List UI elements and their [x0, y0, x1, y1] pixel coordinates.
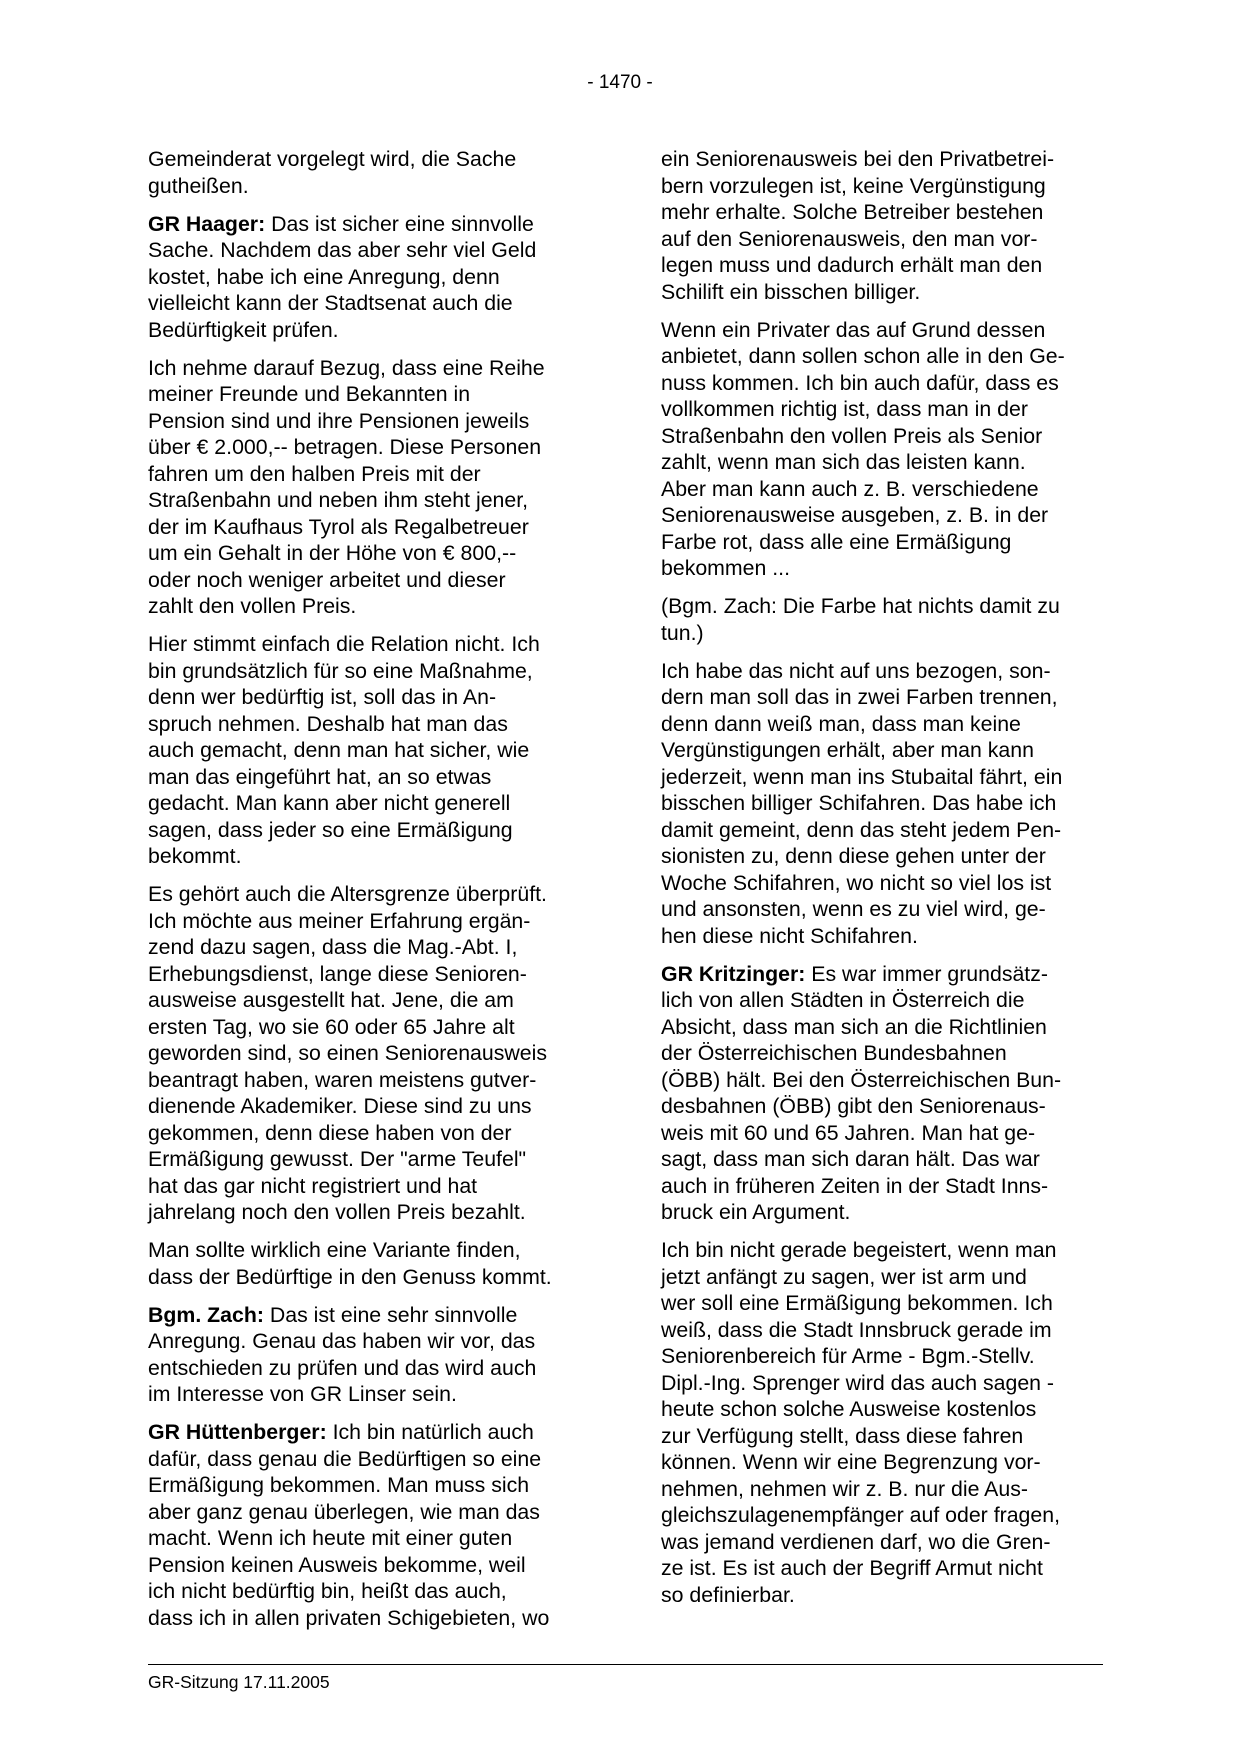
text-line: Ich habe das nicht auf uns bezogen, son-	[661, 658, 1051, 683]
text-line: Gemeinderat vorgelegt wird, die Sache	[148, 147, 517, 171]
text-line: Pension sind und ihre Pensionen jeweils	[148, 408, 530, 433]
text-line: zahlt, wenn man sich das leisten kann.	[661, 450, 1026, 474]
text-line: gekommen, denn diese haben von der	[148, 1120, 512, 1145]
text-line: ausweise ausgestellt hat. Jene, die am	[148, 988, 514, 1012]
text-line: vielleicht kann der Stadtsenat auch die	[148, 291, 513, 315]
text-line: Pension keinen Ausweis bekomme, weil	[148, 1552, 526, 1577]
footer-text: GR-Sitzung 17.11.2005	[148, 1672, 330, 1692]
right-column	[661, 146, 1101, 1620]
text-line: der im Kaufhaus Tyrol als Regalbetreuer	[148, 514, 529, 539]
speaker-name: GR Kritzinger:	[661, 961, 806, 986]
text-line: Bedürftigkeit prüfen.	[148, 317, 339, 342]
text-line: ersten Tag, wo sie 60 oder 65 Jahre alt	[148, 1014, 515, 1039]
text-line: ich nicht bedürftig bin, heißt das auch,	[148, 1579, 507, 1603]
text-line: entschieden zu prüfen und das wird auch	[148, 1355, 537, 1380]
text-line: Ich nehme darauf Bezug, dass eine Reihe	[148, 355, 545, 380]
text-line: Man sollte wirklich eine Variante finden,	[148, 1238, 521, 1262]
page-number: - 1470 -	[587, 72, 653, 93]
text-line: geworden sind, so einen Seniorenausweis	[148, 1041, 547, 1065]
speaker-name: GR Hüttenberger:	[148, 1420, 327, 1444]
paragraph	[148, 146, 588, 199]
text-line: sagt, dass man sich daran hält. Das war	[661, 1147, 1040, 1171]
text-line: mehr erhalte. Solche Betreiber bestehen	[661, 200, 1044, 224]
paragraph	[148, 1302, 588, 1408]
text-line: im Interesse von GR Linser sein.	[148, 1382, 457, 1406]
text-line: jetzt anfängt zu sagen, wer ist arm und	[661, 1264, 1027, 1289]
text-line: hat das gar nicht registriert und hat	[148, 1173, 478, 1198]
text-line: bekommen ...	[661, 556, 791, 580]
text-line: denn dann weiß man, dass man keine	[661, 711, 1021, 736]
text-line: Dipl.-Ing. Sprenger wird das auch sagen -	[661, 1370, 1055, 1395]
text-line: Seniorenbereich für Arme - Bgm.-Stellv.	[661, 1344, 1035, 1368]
text-line: man das eingeführt hat, an so etwas	[148, 764, 492, 789]
text-line: denn wer bedürftig ist, soll das in An-	[148, 685, 497, 709]
text-line: auch in früheren Zeiten in der Stadt Inns-	[661, 1173, 1049, 1198]
text-line: auf den Seniorenausweis, den man vor-	[661, 226, 1038, 251]
text-line: können. Wenn wir eine Begrenzung vor-	[661, 1450, 1041, 1474]
paragraph	[661, 961, 1101, 1226]
text-line: bruck ein Argument.	[661, 1200, 851, 1224]
text-line: Aber man kann auch z. B. verschiedene	[661, 476, 1039, 501]
text-line: Ich bin nicht gerade begeistert, wenn man	[661, 1238, 1057, 1262]
text-line: lich von allen Städten in Österreich die	[661, 988, 1025, 1012]
text-line: zahlt den vollen Preis.	[148, 594, 357, 618]
text-line: ein Seniorenausweis bei den Privatbetrei-	[661, 147, 1055, 171]
text-line: der Österreichischen Bundesbahnen	[661, 1041, 1007, 1065]
text-line: Erhebungsdienst, lange diese Senioren-	[148, 961, 527, 986]
text-line: anbietet, dann sollen schon alle in den Ge-	[661, 344, 1065, 368]
text-line: bisschen billiger Schifahren. Das habe ich	[661, 791, 1057, 815]
speaker-name: Bgm. Zach:	[148, 1302, 264, 1327]
text-line: jederzeit, wenn man ins Stubaital fährt, ein	[661, 764, 1063, 789]
paragraph	[148, 211, 588, 344]
text-line: aber ganz genau überlegen, wie man das	[148, 1499, 540, 1524]
text-line: Absicht, dass man sich an die Richtlinien	[661, 1014, 1047, 1039]
text-line: Sache. Nachdem das aber sehr viel Geld	[148, 238, 537, 262]
text-line: vollkommen richtig ist, dass man in der	[661, 397, 1028, 421]
text-line: (ÖBB) hält. Bei den Österreichischen Bun-	[661, 1067, 1062, 1092]
text-line: beantragt haben, waren meistens gutver-	[148, 1067, 537, 1092]
text-line: dienende Akademiker. Diese sind zu uns	[148, 1094, 532, 1118]
text-line: hen diese nicht Schifahren.	[661, 923, 918, 948]
text-line: bekommt.	[148, 844, 242, 868]
text-line: und ansonsten, wenn es zu viel wird, ge-	[661, 897, 1046, 921]
text-line: gleichszulagenempfänger auf oder fragen,	[661, 1503, 1060, 1527]
text-line: weiß, dass die Stadt Innsbruck gerade im	[661, 1317, 1052, 1342]
text-line: macht. Wenn ich heute mit einer guten	[148, 1526, 513, 1550]
text-line: Ich bin natürlich auch	[326, 1420, 534, 1444]
text-line: desbahnen (ÖBB) gibt den Seniorenaus-	[661, 1094, 1046, 1118]
text-line: dass ich in allen privaten Schigebieten, wo	[148, 1605, 550, 1630]
text-line: auch gemacht, denn man hat sicher, wie	[148, 738, 530, 762]
text-line: Ermäßigung bekommen. Man muss sich	[148, 1473, 530, 1497]
text-line: Es war immer grundsätz-	[805, 961, 1048, 986]
text-line: tun.)	[661, 620, 704, 645]
paragraph	[661, 146, 1101, 305]
text-line: Straßenbahn und neben ihm steht jener,	[148, 488, 529, 512]
text-line: Hier stimmt einfach die Relation nicht. Ich	[148, 632, 540, 656]
text-line: bin grundsätzlich für so eine Maßnahme,	[148, 658, 533, 683]
paragraph	[148, 881, 588, 1226]
text-line: meiner Freunde und Bekannten in	[148, 382, 471, 406]
text-line: damit gemeint, denn das steht jedem Pen-	[661, 817, 1062, 842]
text-line: fahren um den halben Preis mit der	[148, 461, 481, 486]
left-column	[148, 146, 588, 1643]
text-line: kostet, habe ich eine Anregung, denn	[148, 264, 500, 289]
text-line: jahrelang noch den vollen Preis bezahlt.	[148, 1200, 526, 1224]
text-line: dass der Bedürftige in den Genuss kommt.	[148, 1264, 552, 1289]
text-line: legen muss und dadurch erhält man den	[661, 253, 1043, 277]
paragraph	[148, 631, 588, 870]
text-line: heute schon solche Ausweise kostenlos	[661, 1397, 1037, 1421]
text-line: Woche Schifahren, wo nicht so viel los ist	[661, 870, 1052, 895]
text-line: Das ist eine sehr sinnvolle	[263, 1302, 518, 1327]
text-line: Vergünstigungen erhält, aber man kann	[661, 738, 1034, 762]
text-line: nehmen, nehmen wir z. B. nur die Aus-	[661, 1476, 1028, 1501]
text-line: spruch nehmen. Deshalb hat man das	[148, 711, 508, 736]
text-line: zend dazu sagen, dass die Mag.-Abt. I,	[148, 935, 518, 959]
text-line: Wenn ein Privater das auf Grund dessen	[661, 317, 1046, 342]
text-line: so definierbar.	[661, 1582, 795, 1607]
text-line: Straßenbahn den vollen Preis als Senior	[661, 423, 1043, 448]
text-line: Schilift ein bisschen billiger.	[661, 279, 921, 304]
text-line: über € 2.000,-- betragen. Diese Personen	[148, 435, 542, 459]
paragraph	[148, 355, 588, 620]
paragraph	[148, 1237, 588, 1290]
text-line: gutheißen.	[148, 173, 249, 198]
speaker-name: GR Haager:	[148, 211, 266, 236]
text-line: sionisten zu, denn diese gehen unter der	[661, 844, 1046, 868]
text-line: (Bgm. Zach: Die Farbe hat nichts damit zu	[661, 594, 1060, 618]
text-line: ze ist. Es ist auch der Begriff Armut nicht	[661, 1556, 1043, 1580]
paragraph	[661, 317, 1101, 582]
text-line: gedacht. Man kann aber nicht generell	[148, 791, 511, 815]
text-line: Es gehört auch die Altersgrenze überprüft.	[148, 882, 547, 906]
paragraph	[661, 593, 1101, 646]
text-line: zur Verfügung stellt, dass diese fahren	[661, 1423, 1024, 1448]
text-line: was jemand verdienen darf, wo die Gren-	[661, 1529, 1051, 1554]
text-line: dafür, dass genau die Bedürftigen so eine	[148, 1446, 542, 1471]
text-line: Seniorenausweise ausgeben, z. B. in der	[661, 503, 1049, 527]
text-line: sagen, dass jeder so eine Ermäßigung	[148, 817, 513, 842]
text-line: dern man soll das in zwei Farben trennen,	[661, 685, 1058, 709]
text-line: Ich möchte aus meiner Erfahrung ergän-	[148, 908, 531, 933]
text-line: um ein Gehalt in der Höhe von € 800,--	[148, 541, 517, 565]
text-line: weis mit 60 und 65 Jahren. Man hat ge-	[661, 1120, 1036, 1145]
text-line: Das ist sicher eine sinnvolle	[265, 211, 534, 236]
paragraph	[148, 1419, 588, 1631]
text-line: oder noch weniger arbeitet und dieser	[148, 567, 506, 592]
paragraph	[661, 658, 1101, 950]
text-line: Anregung. Genau das haben wir vor, das	[148, 1329, 536, 1353]
paragraph	[661, 1237, 1101, 1608]
text-line: bern vorzulegen ist, keine Vergünstigung	[661, 173, 1046, 198]
text-line: Farbe rot, dass alle eine Ermäßigung	[661, 529, 1012, 554]
text-line: Ermäßigung gewusst. Der "arme Teufel"	[148, 1147, 527, 1171]
text-line: wer soll eine Ermäßigung bekommen. Ich	[661, 1291, 1053, 1315]
footer-divider	[148, 1664, 1103, 1665]
text-line: nuss kommen. Ich bin auch dafür, dass es	[661, 370, 1059, 395]
